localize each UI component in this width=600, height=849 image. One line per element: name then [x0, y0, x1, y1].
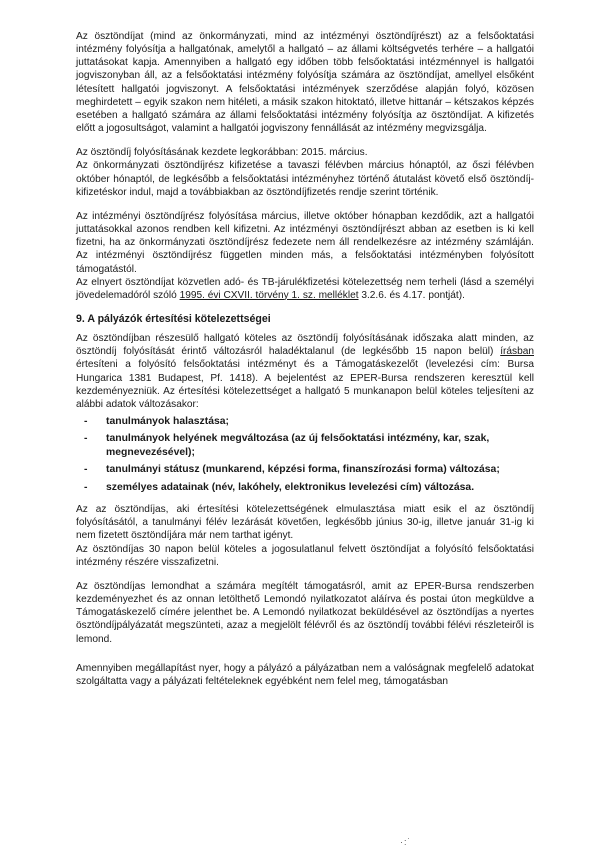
dash-bullet: -	[84, 464, 88, 476]
paragraph-withdrawal: Az ösztöndíjas lemondhat a számára megítélt támogatásról, amit az EPER-Bursa rendszerben kezdeményezhet és az onnan letölthető Lemondó nyilatkozatot aláírva és postai úton megküldve a Támogatáskezelő címére jelenthet be. A Lemondó nyilatkozat beküldésével az ösztöndíjas a nyertes ösztöndíjpályázatát megszünteti, azaz a megjelölt félévről és az ösztöndíj további félévi részleteiről is lemond.	[76, 580, 534, 645]
scan-mark: ·:˙	[400, 837, 412, 847]
change-item-text: tanulmányi státusz (munkarend, képzési forma, finanszírozási forma) változása;	[106, 464, 500, 476]
paragraph-institutional-payment: Az intézményi ösztöndíjrész folyósítása március, illetve október hónapban kezdődik, azt a hallgatói juttatásokkal azonos rendben kell kifizetni. Az intézményi ösztöndíjrészt abban az esetben is ki kell fizetni, ha az önkormányzati ösztöndíjrész fedezete nem áll rendelkezésre az intézmény számláján. Az intézményi ösztöndíjrész független minden más, a felsőoktatási intézményben folyósított támogatástól.	[76, 210, 534, 275]
in-writing-emphasis: írásban	[500, 346, 534, 358]
change-item-text: tanulmányok helyének megváltozása (az új felsőoktatási intézmény, kar, szak, megnevezésével);	[106, 433, 490, 458]
intro-text-end: értesíteni a folyósító felsőoktatási intézményt és a Támogatáskezelőt (levelezési cím: Bursa Hungarica 1381 Budapest, Pf. 1418). A bejelentést az EPER-Bursa rendszeren keresztül kell kezdeményezniük. Az értesítési kötelezettséget a hallgató 5 munkanapon belül köteles teljesíteni az alábbi adatok változásakor:	[76, 359, 534, 410]
paragraph-municipal-payment: Az önkormányzati ösztöndíjrész kifizetése a tavaszi félévben március hónaptól, az őszi félévben október hónaptól, de legkésőbb a felsőoktatási intézményhez történő átutalást követő első ösztöndíj-kifizetéskor indul, majd a továbbiakban az ösztöndíjfizetés rendje szerint történik.	[76, 160, 534, 198]
change-list-item	[76, 415, 534, 428]
change-list-item	[76, 481, 534, 494]
change-item-text: személyes adatainak (név, lakóhely, elektronikus levelezési cím) változása.	[106, 481, 475, 493]
change-list-item	[76, 432, 534, 459]
paragraph-notification-intro	[76, 332, 534, 411]
paragraph-start-date: Az ösztöndíj folyósításának kezdete legkorábban: 2015. március.	[76, 147, 368, 159]
change-list-item	[76, 463, 534, 476]
dash-bullet: -	[84, 416, 88, 428]
law-reference-link: 1995. évi CXVII. törvény 1. sz. melléklet	[179, 289, 359, 301]
intro-text-start: Az ösztöndíjban részesülő hallgató köteles az ösztöndíj folyósításának időszaka alatt minden, az ösztöndíj folyósítását érintő változásról haladéktalanul (de legkésőbb 15 napon belül)	[76, 333, 534, 358]
paragraph-false-data: Amennyiben megállapítást nyer, hogy a pályázó a pályázatban nem a valóságnak megfelelő adatokat szolgáltatta vagy a pályázati feltételeknek egyébként nem felel meg, támogatásban	[76, 662, 534, 687]
document-body	[76, 30, 534, 699]
paragraph-notification-failure: Az az ösztöndíjas, aki értesítési kötelezettségének elmulasztása miatt esik el az ösztöndíj folyósításától, a tanulmányi félév lezárását követően, legkésőbb június 30-ig, illetve január 31-ig ki nem fizetett ösztöndíjára már nem tarthat igényt.	[76, 504, 534, 542]
paragraph-tax-exemption	[76, 276, 534, 302]
paragraph-disbursement-institution: Az ösztöndíjat (mind az önkormányzati, mind az intézményi ösztöndíjrészt) az a felsőoktatási intézmény folyósítja a hallgatónak, amelytől a hallgató – az állami költségvetés terhére – a hallgatói juttatásokat kapja. Amennyiben a hallgató egy időben több felsőoktatási intézménnyel is hallgatói jogviszonyban áll, az a felsőoktatási intézmény folyósítja számára az ösztöndíjat, amellyel elsőként létesített hallgatói jogviszonyt. A felsőoktatási intézmények szerződése alapján folyó, közösen meghirdetett – egyik szakon nem hitéleti, a másik szakon hitoktató, illetve hittanár – kétszakos képzés esetében a hallgató számára az állami felsőoktatási intézmény folyósítja az ösztöndíjat. A kifizetés előtt a jogosultságot, valamint a hallgatói jogviszony fennállását az intézmény megvizsgálja.	[76, 31, 534, 135]
tax-text-start: Az elnyert ösztöndíjat közvetlen adó- és TB-járulékfizetési kötelezettség nem terheli (lásd a személyi jövedelemadóról szóló	[76, 276, 534, 301]
change-item-text: tanulmányok halasztása;	[106, 416, 229, 428]
dash-bullet: -	[84, 481, 88, 493]
change-list	[76, 415, 534, 494]
dash-bullet: -	[84, 433, 88, 445]
tax-text-end: 3.2.6. és 4.17. pontját).	[358, 289, 465, 301]
section-heading-notification: 9. A pályázók értesítési kötelezettségei	[76, 312, 271, 325]
paragraph-repayment: Az ösztöndíjas 30 napon belül köteles a jogosulatlanul felvett ösztöndíjat a folyósító felsőoktatási intézmény részére visszafizetni.	[76, 543, 534, 568]
